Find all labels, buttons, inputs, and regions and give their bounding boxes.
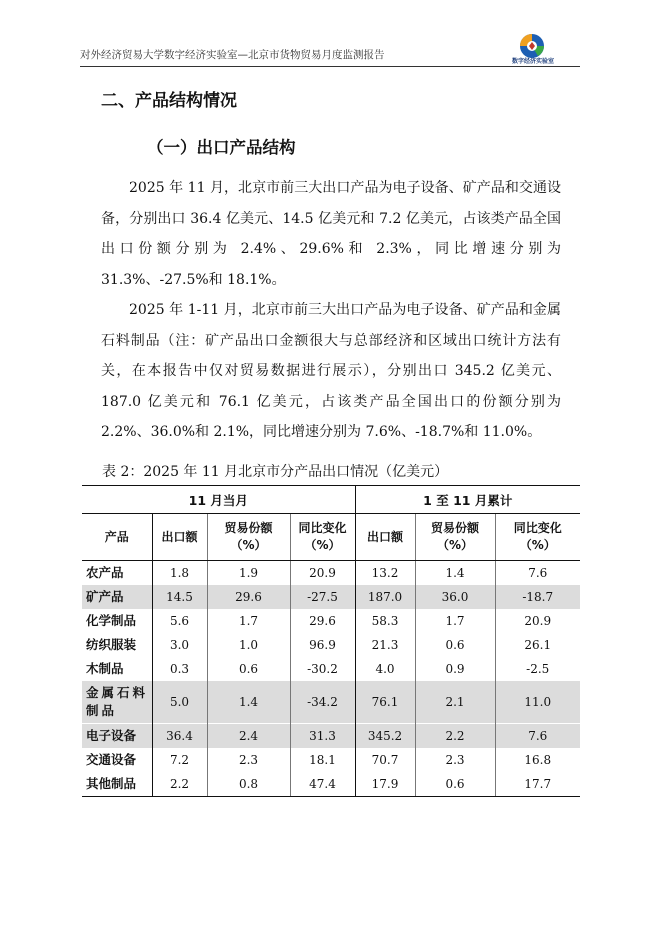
- value-cell-m-share: 1.0: [207, 633, 290, 657]
- product-name-cell: 交通设备: [86, 752, 137, 767]
- header-rule: [80, 66, 580, 67]
- value-cell-c-share: 36.0: [415, 585, 495, 609]
- value-cell-c-export: 187.0: [355, 585, 415, 609]
- value-cell-c-share: 1.4: [415, 561, 495, 586]
- product-name-cell: 金属石料制品: [82, 681, 152, 724]
- report-header: 对外经济贸易大学数字经济实验室—北京市货物贸易月度监测报告: [80, 49, 385, 61]
- value-cell-m-share: 2.4: [207, 724, 290, 749]
- col-header-c-share: 贸易份额 （%）: [415, 514, 495, 561]
- table-row: [82, 657, 580, 681]
- value-cell-m-share: 1.7: [207, 609, 290, 633]
- value-cell-c-export: 4.0: [355, 657, 415, 681]
- section-title: 二、产品结构情况: [101, 91, 237, 111]
- table-row: [82, 609, 580, 633]
- value-cell-c-export: 345.2: [355, 724, 415, 749]
- value-cell-c-export: 13.2: [355, 561, 415, 586]
- col-header-m-export: 出口额: [152, 514, 207, 561]
- value-cell-m-share: 2.3: [207, 748, 290, 772]
- col-header-m-share: 贸易份额 （%）: [207, 514, 290, 561]
- value-cell-c-yoy: 17.7: [495, 772, 580, 797]
- value-cell-m-export: 5.6: [152, 609, 207, 633]
- value-cell-m-yoy: 20.9: [290, 561, 355, 586]
- value-cell-m-yoy: 47.4: [290, 772, 355, 797]
- product-name-cell: 化学制品: [86, 613, 137, 628]
- value-cell-m-yoy: 29.6: [290, 609, 355, 633]
- table-group-header-row: [82, 486, 580, 514]
- table-caption: 表 2：2025 年 11 月北京市分产品出口情况（亿美元）: [102, 464, 449, 480]
- col-header-m-yoy: 同比变化 （%）: [290, 514, 355, 561]
- table-row: [82, 724, 580, 749]
- product-name-cell: 纺织服装: [86, 637, 137, 652]
- value-cell-c-yoy: -2.5: [495, 657, 580, 681]
- value-cell-m-share: 29.6: [207, 585, 290, 609]
- value-cell-m-yoy: 96.9: [290, 633, 355, 657]
- value-cell-m-yoy: -27.5: [290, 585, 355, 609]
- export-by-product-table: [82, 485, 580, 797]
- table-row: [82, 748, 580, 772]
- group-monthly-header: 11 月当月: [82, 486, 355, 514]
- value-cell-m-share: 0.8: [207, 772, 290, 797]
- value-cell-c-share: 0.6: [415, 633, 495, 657]
- value-cell-c-share: 2.2: [415, 724, 495, 749]
- value-cell-m-export: 1.8: [152, 561, 207, 586]
- paragraph-cumulative: 2025 年 1-11 月，北京市前三大出口产品为电子设备、矿产品和金属石料制品（注：矿产品出口金额很大与总部经济和区域出口统计方法有关，在本报告中仅对贸易数据进行展示），分别出口 345.2 亿美元、187.0 亿美元和 76.1 亿美元，占该类产品全国出口的份额分别为 2.2%、36.0%和 2.1%，同比增速分别为 7.6%、-18.7%和 11.0%。: [101, 302, 561, 440]
- value-cell-c-yoy: 26.1: [495, 633, 580, 657]
- value-cell-c-share: 0.6: [415, 772, 495, 797]
- product-name-cell: 其他制品: [82, 772, 152, 797]
- value-cell-m-share: 0.6: [207, 657, 290, 681]
- value-cell-c-export: 58.3: [355, 609, 415, 633]
- lab-logo-text: 数字经济实验室: [511, 58, 554, 65]
- value-cell-c-yoy: 7.6: [495, 724, 580, 749]
- value-cell-m-export: 5.0: [152, 681, 207, 724]
- value-cell-c-export: 70.7: [355, 748, 415, 772]
- product-name-cell: 电子设备: [82, 724, 152, 749]
- value-cell-c-share: 2.1: [415, 681, 495, 724]
- value-cell-c-export: 17.9: [355, 772, 415, 797]
- value-cell-c-export: 76.1: [355, 681, 415, 724]
- product-name-cell: 矿产品: [82, 585, 152, 609]
- table-row: [82, 561, 580, 586]
- value-cell-c-yoy: 16.8: [495, 748, 580, 772]
- table-row: [82, 681, 580, 724]
- col-header-product: 产品: [82, 514, 152, 561]
- value-cell-m-yoy: 31.3: [290, 724, 355, 749]
- value-cell-m-export: 0.3: [152, 657, 207, 681]
- value-cell-m-export: 14.5: [152, 585, 207, 609]
- value-cell-m-yoy: -34.2: [290, 681, 355, 724]
- value-cell-c-share: 2.3: [415, 748, 495, 772]
- value-cell-m-export: 7.2: [152, 748, 207, 772]
- table-row: [82, 633, 580, 657]
- value-cell-c-share: 1.7: [415, 609, 495, 633]
- value-cell-m-export: 3.0: [152, 633, 207, 657]
- table-column-header-row: [82, 514, 580, 561]
- value-cell-c-yoy: 20.9: [495, 609, 580, 633]
- value-cell-m-share: 1.4: [207, 681, 290, 724]
- table-row: [82, 772, 580, 797]
- value-cell-c-yoy: -18.7: [495, 585, 580, 609]
- value-cell-c-export: 21.3: [355, 633, 415, 657]
- value-cell-c-yoy: 7.6: [495, 561, 580, 586]
- table-row: [82, 585, 580, 609]
- paragraph-monthly: 2025 年 11 月，北京市前三大出口产品为电子设备、矿产品和交通设备，分别出口 36.4 亿美元、14.5 亿美元和 7.2 亿美元，占该类产品全国出口份额分别为 2.4%、29.6%和 2.3%，同比增速分别为 31.3%、-27.5%和 18.1%。: [101, 180, 561, 288]
- group-cumulative-header: 1 至 11 月累计: [355, 486, 580, 514]
- value-cell-c-share: 0.9: [415, 657, 495, 681]
- value-cell-m-yoy: -30.2: [290, 657, 355, 681]
- value-cell-m-yoy: 18.1: [290, 748, 355, 772]
- value-cell-c-yoy: 11.0: [495, 681, 580, 724]
- value-cell-m-export: 36.4: [152, 724, 207, 749]
- col-header-c-export: 出口额: [355, 514, 415, 561]
- product-name-cell: 农产品: [86, 565, 124, 580]
- value-cell-m-export: 2.2: [152, 772, 207, 797]
- col-header-c-yoy: 同比变化 （%）: [495, 514, 580, 561]
- value-cell-m-share: 1.9: [207, 561, 290, 586]
- product-name-cell: 木制品: [86, 661, 124, 676]
- subsection-title: （一）出口产品结构: [147, 138, 296, 157]
